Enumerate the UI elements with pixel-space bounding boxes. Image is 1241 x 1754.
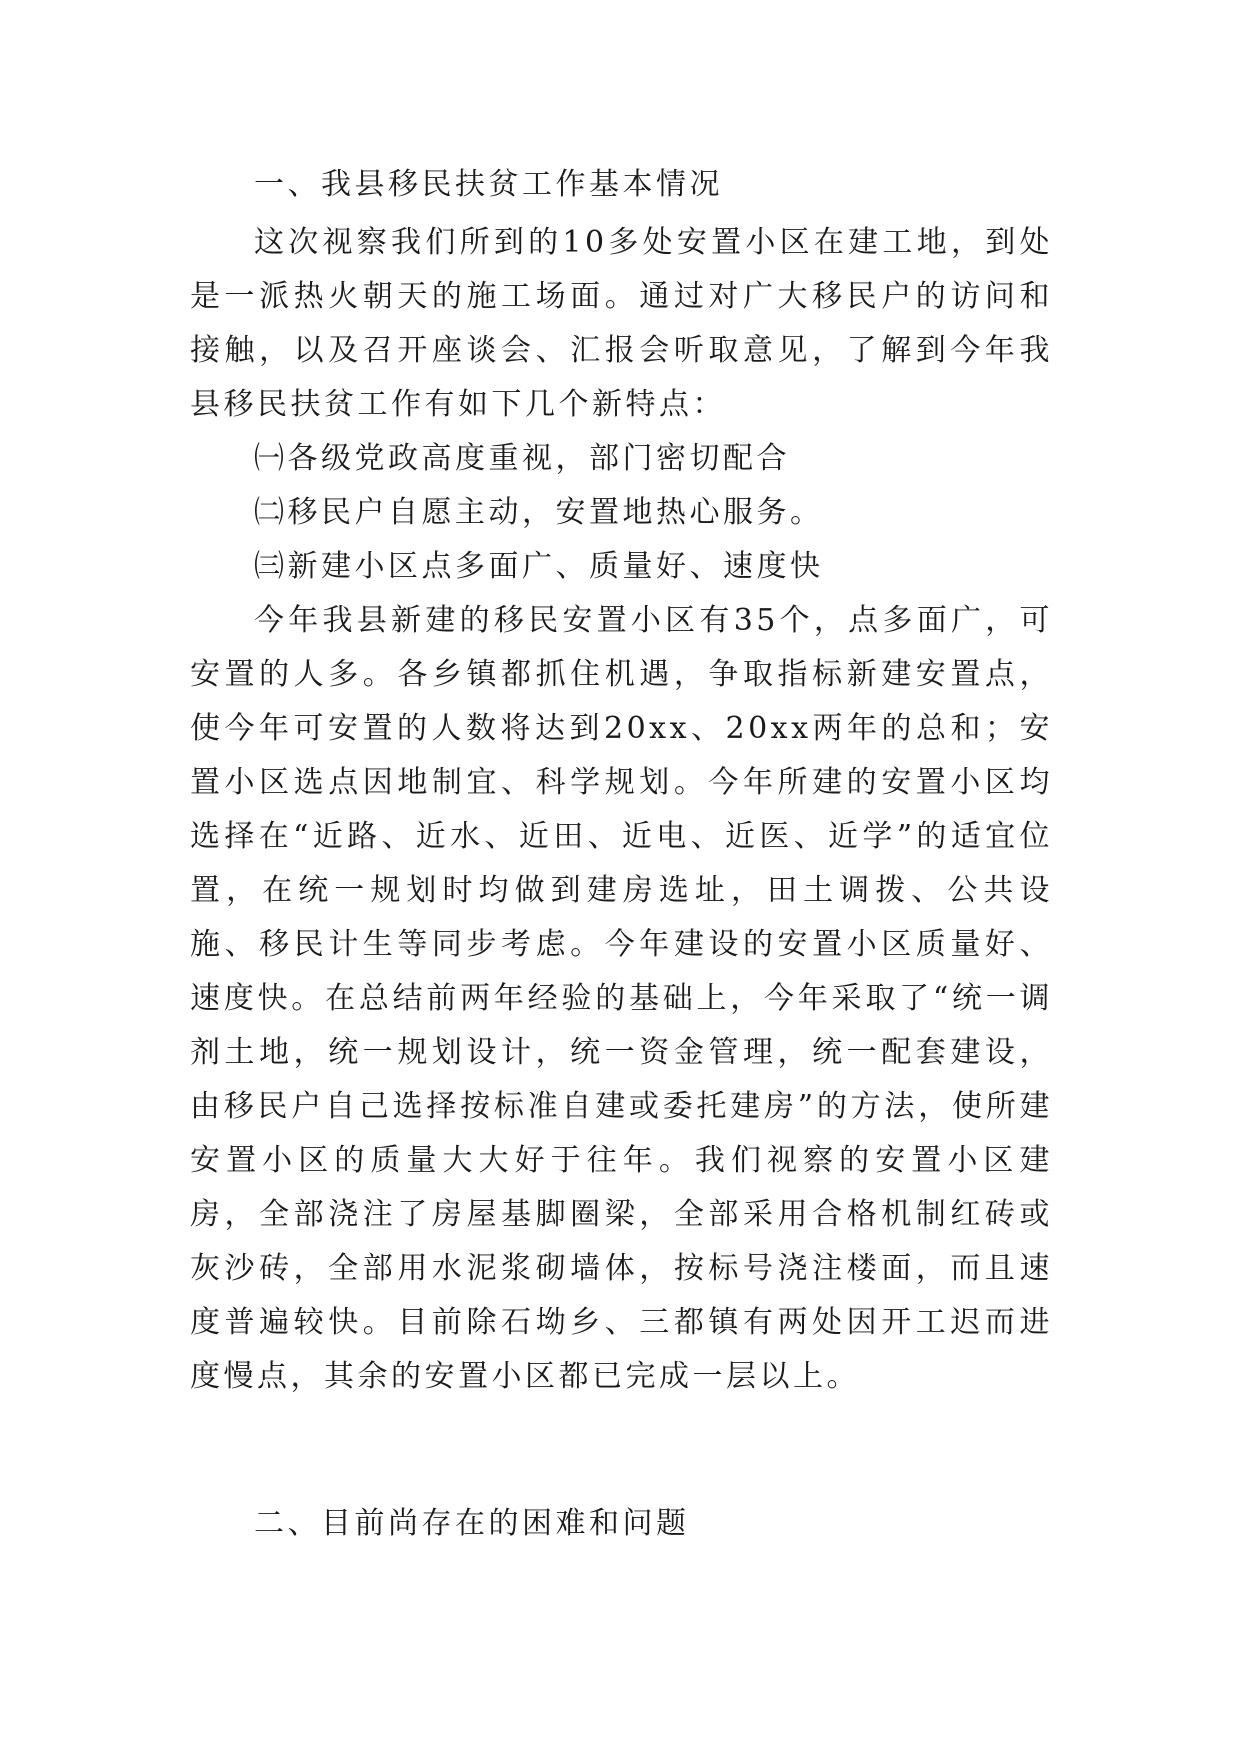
paragraph-2: 今年我县新建的移民安置小区有35个，点多面广，可安置的人多。各乡镇都抓住机遇，争取指标新建安置点，使今年可安置的人数将达到20xx、20xx两年的总和；安置小区选点因地制宜、科学规划。今年所建的安置小区均选择在“近路、近水、近田、近电、近医、近学”的适宜位置，在统一规划时均做到建房选址，田土调拨、公共设施、移民计生等同步考虑。今年建设的安置小区质量好、速度快。在总结前两年经验的基础上，今年采取了“统一调剂土地，统一规划设计，统一资金管理，统一配套建设，由移民户自己选择按标准自建或委托建房”的方法，使所建安置小区的质量大大好于往年。我们视察的安置小区建房，全部浇注了房屋基脚圈梁，全部采用合格机制红砖或灰沙砖，全部用水泥浆砌墙体，按标号浇注楼面，而且速度普遍较快。目前除石坳乡、三都镇有两处因开工迟而进度慢点，其余的安置小区都已完成一层以上。 (190, 603, 1053, 1394)
section-2-heading: 二、目前尚存在的困难和问题 (254, 1506, 690, 1541)
point-3: ㈢新建小区点多面广、质量好、速度快 (254, 549, 824, 584)
point-2: ㈡移民户自愿主动，安置地热心服务。 (254, 495, 824, 530)
point-1: ㈠各级党政高度重视，部门密切配合 (254, 441, 790, 476)
section-2 (190, 1497, 1053, 1555)
paragraph-1: 这次视察我们所到的10多处安置小区在建工地，到处是一派热火朝天的施工场面。通过对广大移民户的访问和接触，以及召开座谈会、汇报会听取意见，了解到今年我县移民扶贫工作有如下几个新特点： (190, 225, 1053, 422)
section-1-heading: 一、我县移民扶贫工作基本情况 (254, 167, 723, 202)
document-body (190, 158, 1053, 1404)
